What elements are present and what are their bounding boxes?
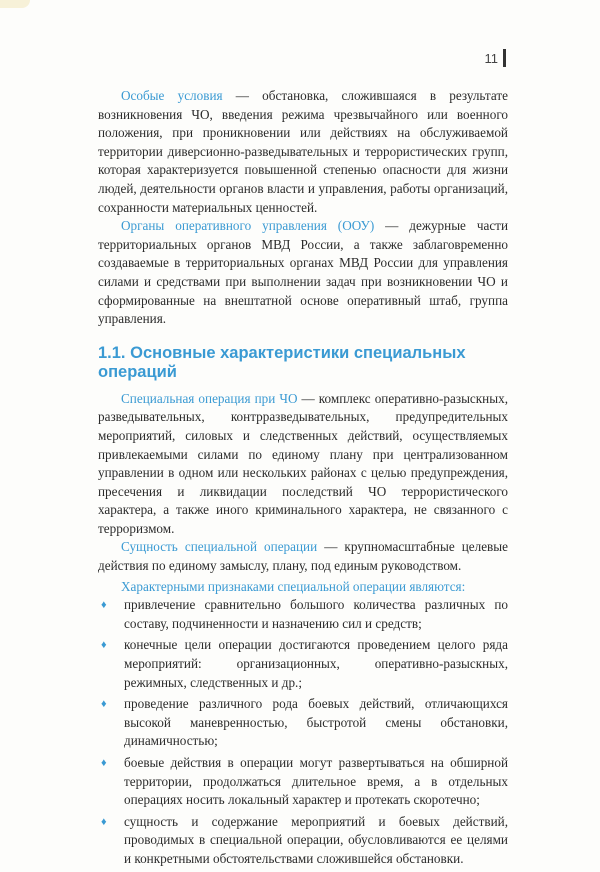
section-title: 1.1. Основные характеристики специальных операций (98, 343, 466, 381)
page-header (485, 49, 507, 67)
definition-paragraph (98, 87, 508, 217)
list-item (98, 754, 508, 810)
diamond-bullet-icon: ♦ (101, 639, 107, 652)
list-item-text: сущность и содержание мероприятий и боевых действий, проводимых в специальной операции, обусловливаются ее целями и конкретными обстоятельствами сложившейся обстановки. (124, 813, 508, 866)
list-item-text: привлечение сравнительно большого количества различных по составу, подчиненности и назначению сил и средств; (124, 597, 508, 631)
definition-term: Органы оперативного управления (ООУ) (121, 218, 375, 234)
section-paragraph (98, 390, 508, 539)
list-item (98, 695, 508, 751)
list-item-text: проведение различного рода боевых действий, отличающихся высокой маневренностью, быстротой смены обстановки, динамичностью; (124, 696, 508, 749)
diamond-bullet-icon: ♦ (101, 815, 107, 828)
list-item-text: конечные цели операции достигаются проведением целого ряда мероприятий: организационных, оперативно-разыскных, режимных, следственных и др.; (124, 637, 508, 690)
list-item-text: боевые действия в операции могут развертываться на обширной территории, продолжаться длительное время, а в отдельных операциях носить локальный характер и протекать скоротечно; (124, 755, 508, 808)
section-paragraph (98, 538, 508, 575)
diamond-bullet-icon: ♦ (101, 599, 107, 612)
page-number-rule (503, 49, 506, 67)
features-list (98, 596, 508, 868)
definition-text: — дежурные части территориальных органов МВД России, а также заблаговременно создаваемые в территориальных органах МВД России для управления силами и средствами при выполнении задач при возникновении ЧО и сформированные на внештатной основе оперативный штаб, группа управления. (98, 218, 508, 327)
list-item (98, 596, 508, 633)
page-corner-mark (0, 0, 30, 8)
diamond-bullet-icon: ♦ (101, 698, 107, 711)
page-number: 11 (484, 50, 498, 66)
paragraph-term: Специальная операция при ЧО (121, 390, 298, 406)
paragraph-text: — крупномасштабные целевые действия по единому замыслу, плану, под единым руководством. (98, 539, 508, 574)
definition-text: — обстановка, сложившаяся в результате возникновения ЧО, введения режима чрезвычайного или военного положения, при проникновении или действиях на обслуживаемой территории диверсионно-разведывательных и террористических групп, которая характеризуется повышенной степенью опасности для жизни людей, деятельности органов власти и управления, работы организаций, сохранности материальных ценностей. (98, 88, 508, 215)
diamond-bullet-icon: ♦ (101, 757, 107, 769)
list-item (98, 813, 508, 869)
paragraph-text: — комплекс оперативно-разыскных, разведывательных, контрразведывательных, предупредительных мероприятий, силовых и следственных действий, осуществляемых привлекаемыми силами по единому плану при централизованном управлении в одном или нескольких районах с целью предупреждения, пресечения и ликвидации последствий ЧО террористического характера, а также иного криминального характера, не связанного с терроризмом. (98, 390, 508, 536)
definition-paragraph (98, 217, 508, 329)
list-heading: Характерными признаками специальной операции являются: (121, 578, 466, 594)
page-body (98, 87, 508, 872)
definition-term: Особые условия (121, 88, 223, 103)
paragraph-term: Сущность специальной операции (121, 539, 318, 555)
list-item (98, 636, 508, 692)
